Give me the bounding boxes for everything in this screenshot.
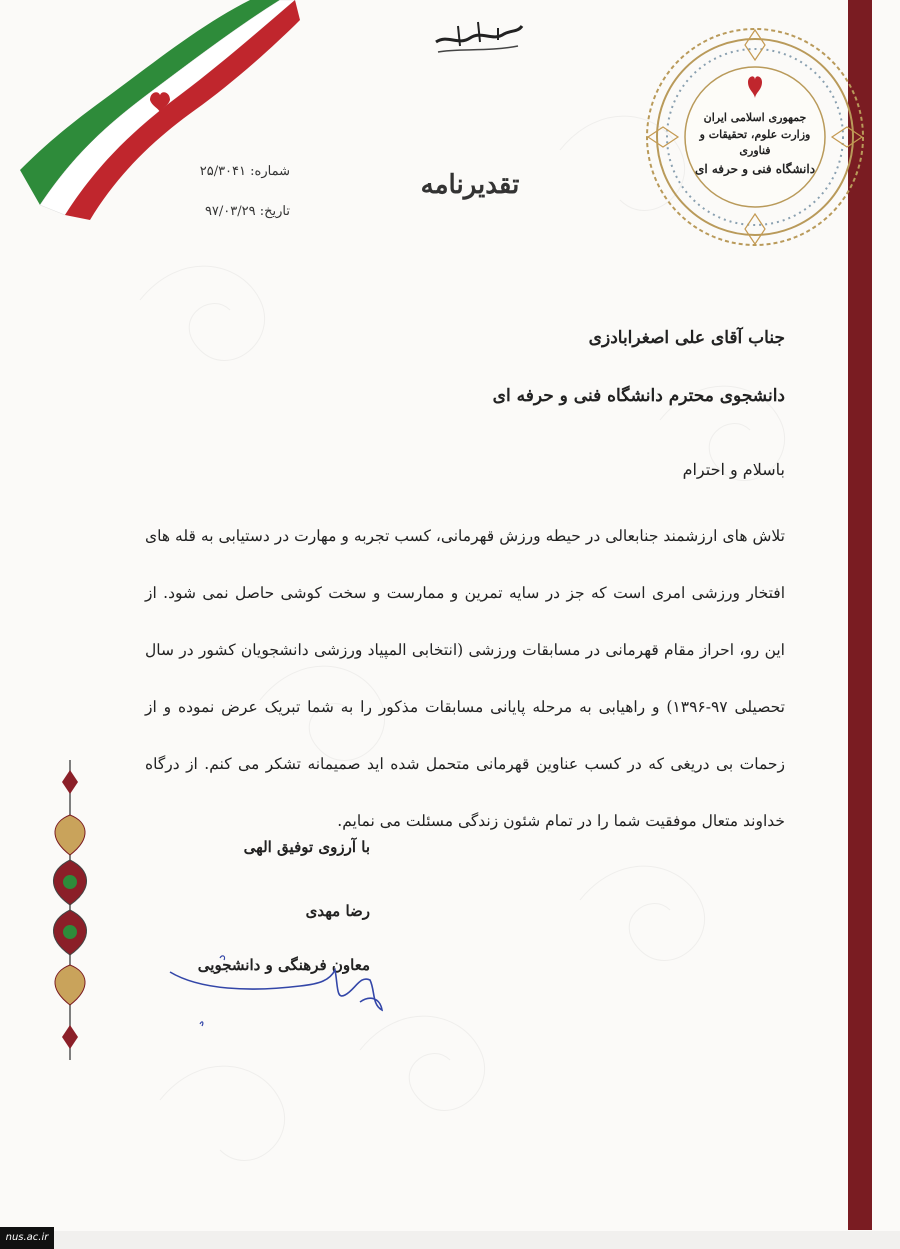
letter-date: تاریخ: ۹۷/۰۳/۲۹ bbox=[204, 204, 290, 219]
letter-number: شماره: ۲۵/۳۰۴۱ bbox=[199, 164, 290, 179]
recipient-name: جناب آقای علی اصغرابادزی bbox=[588, 328, 785, 348]
emblem-line-ministry: وزارت علوم، تحقیقات و فناوری bbox=[699, 127, 811, 157]
bismillah-calligraphy bbox=[428, 12, 528, 60]
bottom-margin bbox=[0, 1231, 900, 1249]
body-text: تلاش های ارزشمند جنابعالی در حیطه ورزش قهرمانی، کسب تجربه و مهارت در دستیابی به قله های افتخار ورزشی امری است که جز در سایه تمرین و ممارست و سخت کوشی حاصل نمی شود. از این رو، احراز مقام قهرمانی در مسابقات ورزشی (انتخابی المپیاد ورزشی دانشجویان کشور در سال تحصیلی ۹۷-۱۳۹۶) و راهیابی به مرحله پایانی مسابقات مذکور را به شما تبریک عرض نموده و از زحمات بی دریغی که در کسب عناوین قهرمانی متحمل شده اید صمیمانه تشکر می کنم. از درگاه خداوند متعال موفقیت شما را در تمام شئون زندگی مسئلت می نمایم. bbox=[145, 527, 785, 830]
decorative-ornament-icon bbox=[40, 760, 100, 1060]
iran-flag-ribbon-icon bbox=[20, 0, 300, 220]
emblem-line-university: دانشگاه فنی و حرفه ای bbox=[694, 161, 816, 176]
closing-wish: با آرزوی توفیق الهی bbox=[243, 838, 370, 856]
signer-position: معاون فرهنگی و دانشجویی bbox=[197, 956, 370, 974]
emblem-text bbox=[690, 110, 820, 178]
page-title: تقدیرنامه bbox=[420, 170, 520, 200]
emblem-line-republic: جمهوری اسلامی ایران bbox=[703, 111, 807, 124]
greeting: باسلام و احترام bbox=[682, 460, 785, 479]
recipient-title: دانشجوی محترم دانشگاه فنی و حرفه ای bbox=[492, 386, 785, 406]
watermark-label: nus.ac.ir bbox=[0, 1227, 54, 1249]
signer-name: رضا مهدی bbox=[305, 902, 370, 920]
bismillah-glyph-icon bbox=[428, 12, 528, 60]
handwritten-signature bbox=[160, 950, 390, 1030]
